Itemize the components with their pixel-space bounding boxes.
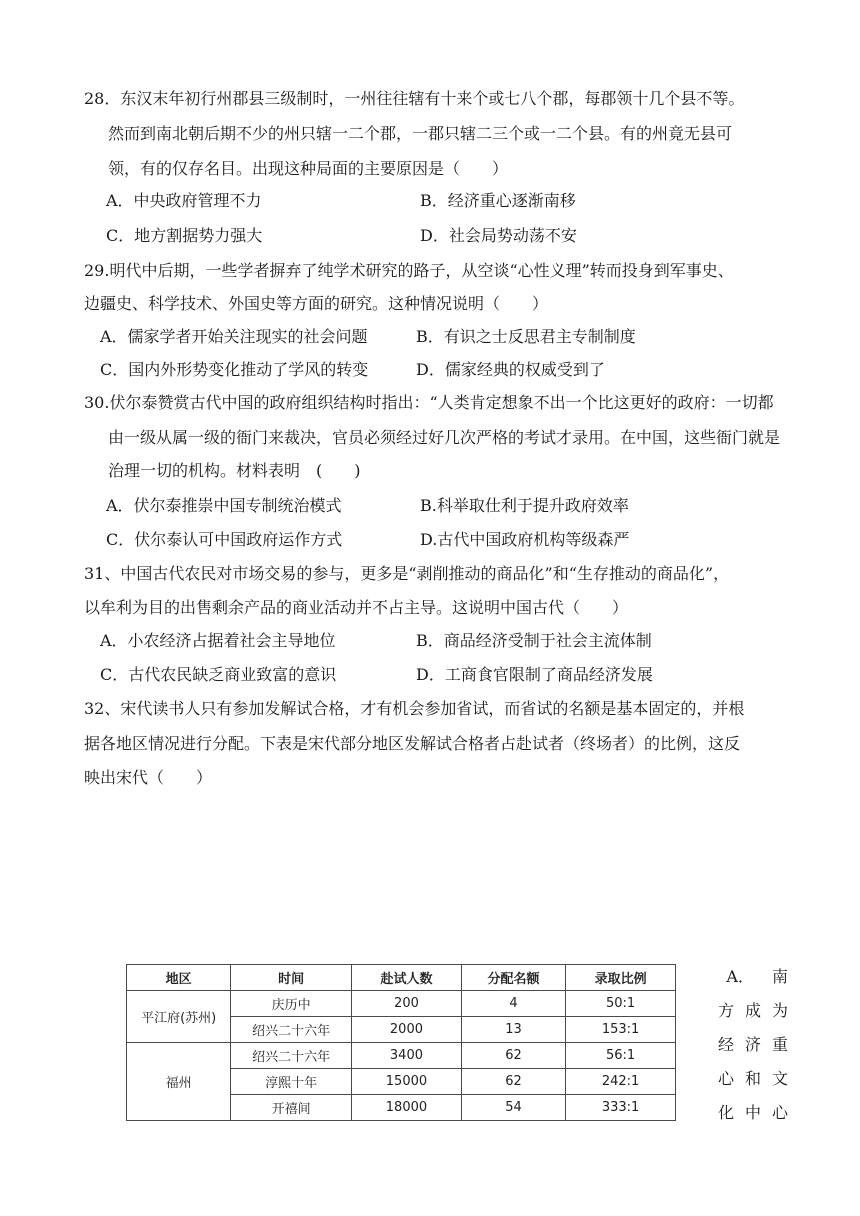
quota-cell: 4 — [461, 991, 565, 1017]
ratio-cell: 153:1 — [566, 1017, 676, 1043]
time-cell: 庆历中 — [231, 991, 352, 1017]
option-a-char: 和 — [744, 1069, 761, 1088]
q29-line-1: 29.明代中后期，一些学者摒弃了纯学术研究的路子，从空谈“心性义理”转而投身到军事史、 — [84, 261, 734, 280]
q32-option-a[interactable] — [718, 960, 788, 1130]
q28-option-d[interactable]: D．社会局势动荡不安 — [420, 226, 577, 245]
option-a-char: 化 — [718, 1103, 735, 1122]
option-a-char: 中 — [744, 1103, 761, 1122]
region-cell: 福州 — [127, 1043, 231, 1121]
header-candidates: 赴试人数 — [352, 965, 462, 991]
q28-line-2: 然而到南北朝后期不少的州只辖一二个郡，一郡只辖二三个或一二个县。有的州竟无县可 — [108, 124, 733, 143]
quota-cell: 13 — [461, 1017, 565, 1043]
q32-line-3: 映出宋代（ ） — [84, 768, 213, 787]
option-a-char: 为 — [771, 1001, 788, 1020]
q29-option-c[interactable]: C．国内外形势变化推动了学风的转变 — [100, 360, 369, 379]
table-row — [127, 1043, 676, 1069]
header-ratio: 录取比例 — [566, 965, 676, 991]
exam-ratio-table — [126, 964, 676, 1121]
q31-option-d[interactable]: D．工商食官限制了商品经济发展 — [416, 665, 653, 684]
q30-line-1: 30.伏尔泰赞赏古代中国的政府组织结构时指出：“人类肯定想象不出一个比这更好的政府：一切都 — [84, 393, 774, 412]
q29-option-a[interactable]: A．儒家学者开始关注现实的社会问题 — [100, 327, 368, 346]
q32-line-1: 32、宋代读书人只有参加发解试合格，才有机会参加省试，而省试的名额是基本固定的，并根 — [84, 699, 745, 718]
region-cell: 平江府(苏州) — [127, 991, 231, 1043]
quota-cell: 62 — [461, 1043, 565, 1069]
option-a-char: 重 — [771, 1035, 788, 1054]
option-a-char: 心 — [718, 1069, 735, 1088]
ratio-cell: 333:1 — [566, 1095, 676, 1121]
ratio-cell: 242:1 — [566, 1069, 676, 1095]
quota-cell: 62 — [461, 1069, 565, 1095]
candidates-cell: 15000 — [352, 1069, 462, 1095]
option-a-char: 经 — [718, 1035, 735, 1054]
q28-option-b[interactable]: B．经济重心逐渐南移 — [420, 191, 576, 210]
option-a-char: A． — [726, 967, 754, 986]
q30-line-2: 由一级从属一级的衙门来裁决，官员必须经过好几次严格的考试才录用。在中国，这些衙门就是 — [108, 428, 781, 447]
q31-option-c[interactable]: C．古代农民缺乏商业致富的意识 — [100, 665, 337, 684]
candidates-cell: 3400 — [352, 1043, 462, 1069]
candidates-cell: 200 — [352, 991, 462, 1017]
candidates-cell: 2000 — [352, 1017, 462, 1043]
option-a-char: 南 — [771, 967, 788, 986]
time-cell: 淳熙十年 — [231, 1069, 352, 1095]
q28-line-3: 领，有的仅存名目。出现这种局面的主要原因是（ ） — [108, 159, 509, 178]
table-header-row — [127, 965, 676, 991]
q30-option-c[interactable]: C．伏尔泰认可中国政府运作方式 — [106, 530, 343, 549]
time-cell: 绍兴二十六年 — [231, 1043, 352, 1069]
q31-option-a[interactable]: A．小农经济占据着社会主导地位 — [100, 631, 336, 650]
option-a-char: 成 — [744, 1001, 761, 1020]
header-time: 时间 — [231, 965, 352, 991]
q30-option-a[interactable]: A．伏尔泰推崇中国专制统治模式 — [106, 496, 342, 515]
table-row — [127, 991, 676, 1017]
ratio-cell: 56:1 — [566, 1043, 676, 1069]
q28-line-1: 28．东汉末年初行州郡县三级制时，一州往往辖有十来个或七八个郡，每郡领十几个县不等。 — [84, 89, 745, 108]
option-a-char: 文 — [771, 1069, 788, 1088]
q31-line-2: 以牟利为目的出售剩余产品的商业活动并不占主导。这说明中国古代（ ） — [84, 598, 629, 617]
q31-line-1: 31、中国古代农民对市场交易的参与，更多是“剥削推动的商品化”和“生存推动的商品化”， — [84, 564, 730, 583]
q32-line-2: 据各地区情况进行分配。下表是宋代部分地区发解试合格者占赴试者（终场者）的比例，这反 — [84, 734, 741, 753]
header-quota: 分配名额 — [461, 965, 565, 991]
q30-line-3: 治理一切的机构。材料表明 ( ) — [108, 461, 361, 480]
option-a-char: 济 — [744, 1035, 761, 1054]
header-region: 地区 — [127, 965, 231, 991]
option-a-char: 方 — [718, 1001, 735, 1020]
q30-option-b[interactable]: B.科举取仕利于提升政府效率 — [420, 496, 629, 515]
q29-option-b[interactable]: B．有识之士反思君主专制制度 — [416, 327, 636, 346]
q31-option-b[interactable]: B．商品经济受制于社会主流体制 — [416, 631, 652, 650]
time-cell: 开禧间 — [231, 1095, 352, 1121]
q28-option-a[interactable]: A．中央政府管理不力 — [106, 191, 262, 210]
quota-cell: 54 — [461, 1095, 565, 1121]
candidates-cell: 18000 — [352, 1095, 462, 1121]
q30-option-d[interactable]: D.古代中国政府机构等级森严 — [420, 530, 630, 549]
time-cell: 绍兴二十六年 — [231, 1017, 352, 1043]
q29-option-d[interactable]: D．儒家经典的权威受到了 — [416, 360, 605, 379]
q28-option-c[interactable]: C．地方割据势力强大 — [106, 226, 263, 245]
q29-line-2: 边疆史、科学技术、外国史等方面的研究。这种情况说明（ ） — [84, 294, 549, 313]
option-a-char: 心 — [771, 1103, 788, 1122]
ratio-cell: 50:1 — [566, 991, 676, 1017]
